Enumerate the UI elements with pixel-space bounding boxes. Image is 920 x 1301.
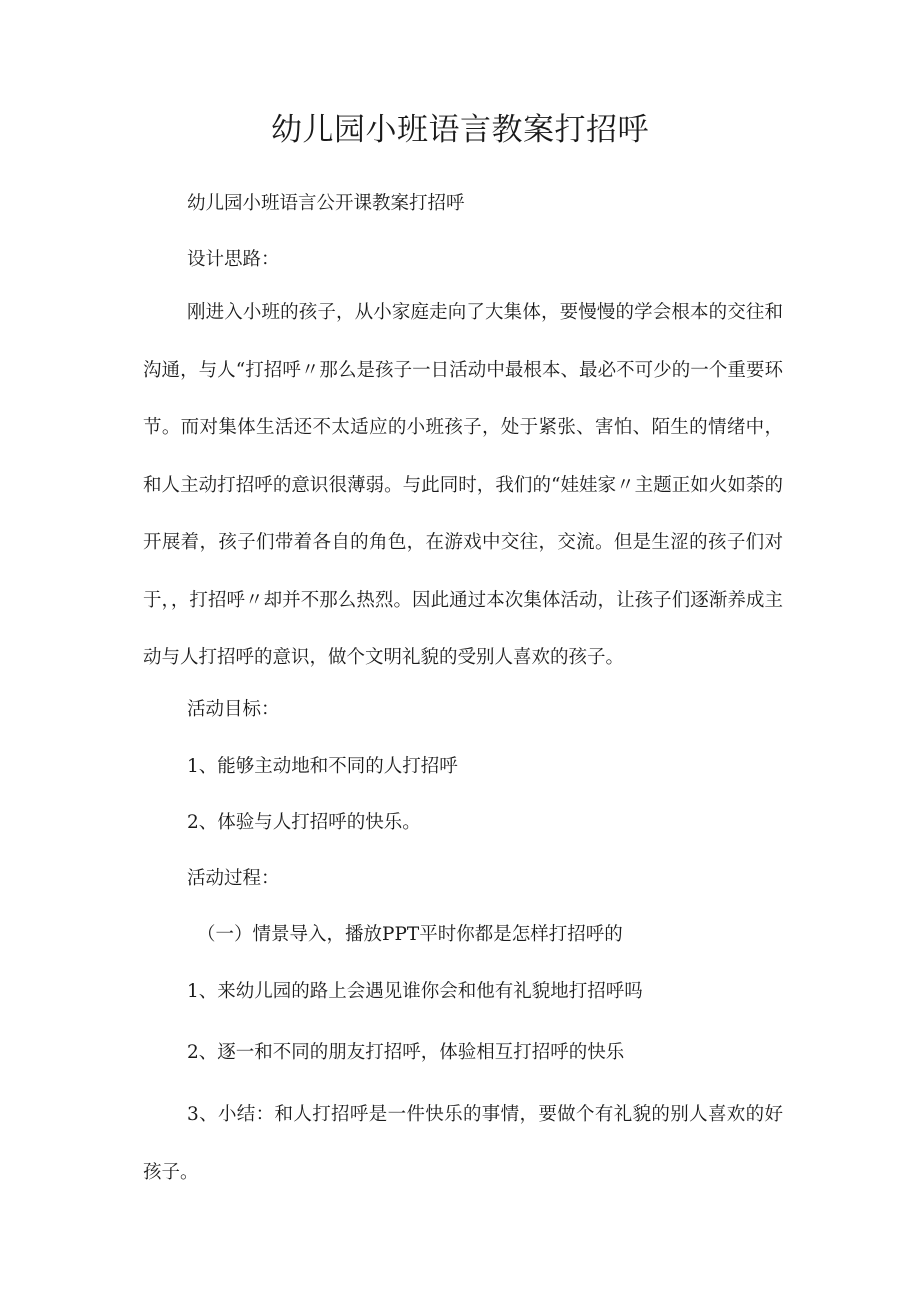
design-paragraph: 刚进入小班的孩子，从小家庭走向了大集体，要慢慢的学会根本的交往和沟通，与人“打招呼〃那么是孩子一日活动中最根本、最必不可少的一个重要环节。而对集体生活还不太适应的小班孩子，处于紧张、害怕、陌生的情绪中，和人主动打招呼的意识很薄弱。与此同时，我们的“娃娃家〃主题正如火如荼的开展着，孩子们带着各自的角色，在游戏中交往，交流。但是生涩的孩子们对于，，打招呼〃却并不那么热烈。因此通过本次集体活动，让孩子们逐渐养成主动与人打招呼的意识，做个文明礼貌的受别人喜欢的孩子。 xyxy=(143,302,783,668)
process-heading: 活动过程： xyxy=(187,868,280,889)
process-step-3: 3、小结：和人打招呼是一件快乐的事情，要做个有礼貌的别人喜欢的好孩子。 xyxy=(143,1104,783,1183)
goal-item-2: 2、体验与人打招呼的快乐。 xyxy=(187,812,421,833)
goal-item-1: 1、能够主动地和不同的人打招呼 xyxy=(187,756,458,777)
goals-heading: 活动目标： xyxy=(187,699,280,720)
process-section-1: （一）情景导入，播放PPT平时你都是怎样打招呼的 xyxy=(197,924,623,945)
process-step-2: 2、逐一和不同的朋友打招呼，体验相互打招呼的快乐 xyxy=(187,1042,625,1063)
process-step-1: 1、来幼儿园的路上会遇见谁你会和他有礼貌地打招呼吗 xyxy=(187,981,643,1002)
subtitle: 幼儿园小班语言公开课教案打招呼 xyxy=(187,193,465,214)
document-title: 幼儿园小班语言教案打招呼 xyxy=(271,112,649,148)
design-heading: 设计思路： xyxy=(187,249,280,270)
